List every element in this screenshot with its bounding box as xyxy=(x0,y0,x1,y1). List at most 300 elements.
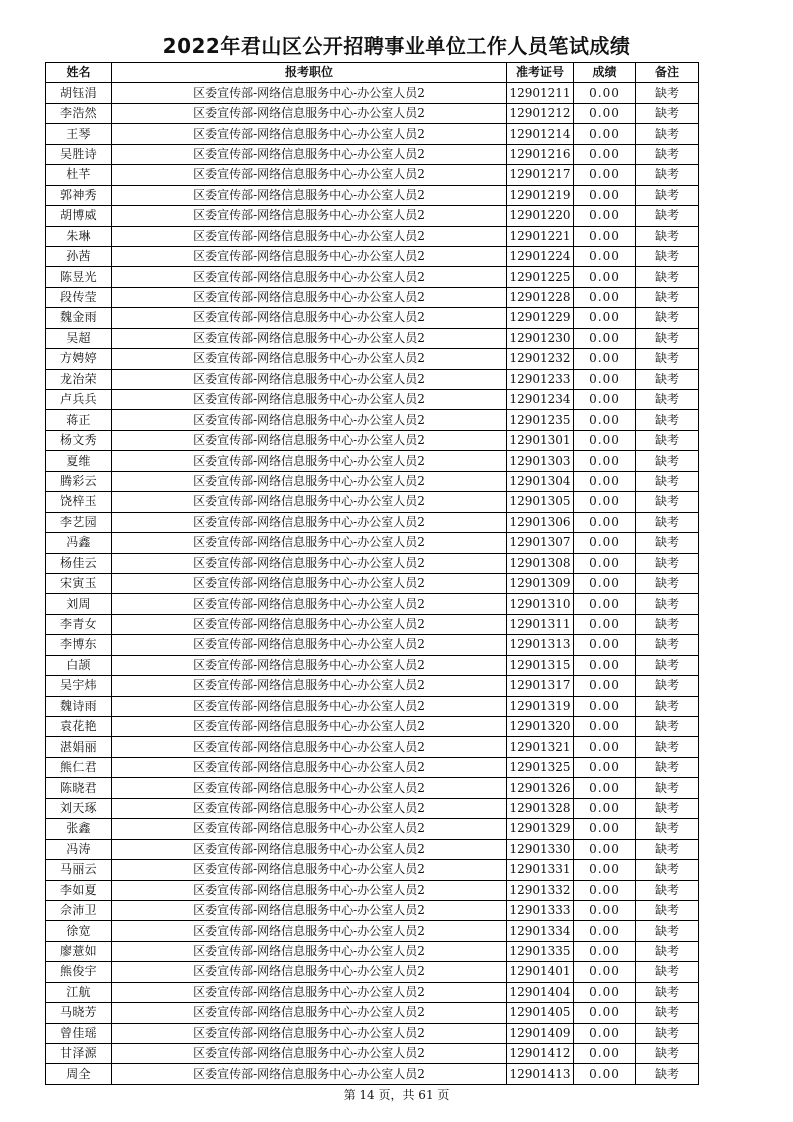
cell-note: 缺考 xyxy=(636,165,699,185)
cell-exam-id: 12901310 xyxy=(507,594,574,614)
cell-score: 0.00 xyxy=(574,165,636,185)
table-row xyxy=(46,83,699,103)
cell-note: 缺考 xyxy=(636,369,699,389)
cell-note: 缺考 xyxy=(636,921,699,941)
cell-note: 缺考 xyxy=(636,982,699,1002)
cell-score: 0.00 xyxy=(574,839,636,859)
cell-score: 0.00 xyxy=(574,83,636,103)
cell-note: 缺考 xyxy=(636,819,699,839)
cell-name: 杨佳云 xyxy=(46,553,112,573)
cell-score: 0.00 xyxy=(574,819,636,839)
table-row xyxy=(46,369,699,389)
cell-position: 区委宣传部-网络信息服务中心-办公室人员2 xyxy=(112,553,507,573)
cell-score: 0.00 xyxy=(574,900,636,920)
cell-note: 缺考 xyxy=(636,1023,699,1043)
cell-name: 佘沛卫 xyxy=(46,900,112,920)
cell-name: 王琴 xyxy=(46,124,112,144)
cell-exam-id: 12901211 xyxy=(507,83,574,103)
cell-exam-id: 12901330 xyxy=(507,839,574,859)
cell-score: 0.00 xyxy=(574,962,636,982)
cell-note: 缺考 xyxy=(636,676,699,696)
cell-position: 区委宣传部-网络信息服务中心-办公室人员2 xyxy=(112,655,507,675)
cell-exam-id: 12901413 xyxy=(507,1064,574,1084)
cell-exam-id: 12901220 xyxy=(507,206,574,226)
cell-note: 缺考 xyxy=(636,410,699,430)
cell-note: 缺考 xyxy=(636,635,699,655)
table-row xyxy=(46,410,699,430)
cell-name: 冯鑫 xyxy=(46,533,112,553)
cell-position: 区委宣传部-网络信息服务中心-办公室人员2 xyxy=(112,1023,507,1043)
cell-name: 夏维 xyxy=(46,451,112,471)
cell-exam-id: 12901303 xyxy=(507,451,574,471)
cell-name: 郭神秀 xyxy=(46,185,112,205)
cell-exam-id: 12901230 xyxy=(507,328,574,348)
cell-note: 缺考 xyxy=(636,287,699,307)
cell-name: 廖薏如 xyxy=(46,941,112,961)
table-row xyxy=(46,144,699,164)
cell-exam-id: 12901307 xyxy=(507,533,574,553)
cell-name: 江航 xyxy=(46,982,112,1002)
table-row xyxy=(46,941,699,961)
cell-score: 0.00 xyxy=(574,655,636,675)
cell-exam-id: 12901315 xyxy=(507,655,574,675)
cell-name: 冯涛 xyxy=(46,839,112,859)
cell-position: 区委宣传部-网络信息服务中心-办公室人员2 xyxy=(112,410,507,430)
cell-exam-id: 12901321 xyxy=(507,737,574,757)
cell-exam-id: 12901332 xyxy=(507,880,574,900)
cell-note: 缺考 xyxy=(636,267,699,287)
cell-score: 0.00 xyxy=(574,410,636,430)
cell-score: 0.00 xyxy=(574,614,636,634)
cell-position: 区委宣传部-网络信息服务中心-办公室人员2 xyxy=(112,737,507,757)
cell-note: 缺考 xyxy=(636,798,699,818)
column-header-name: 姓名 xyxy=(46,63,112,83)
cell-position: 区委宣传部-网络信息服务中心-办公室人员2 xyxy=(112,103,507,123)
table-row xyxy=(46,1023,699,1043)
cell-position: 区委宣传部-网络信息服务中心-办公室人员2 xyxy=(112,798,507,818)
cell-exam-id: 12901221 xyxy=(507,226,574,246)
cell-name: 徐宽 xyxy=(46,921,112,941)
cell-position: 区委宣传部-网络信息服务中心-办公室人员2 xyxy=(112,144,507,164)
table-row xyxy=(46,349,699,369)
cell-name: 胡钰涓 xyxy=(46,83,112,103)
table-row xyxy=(46,676,699,696)
cell-note: 缺考 xyxy=(636,83,699,103)
cell-name: 杜芊 xyxy=(46,165,112,185)
cell-score: 0.00 xyxy=(574,390,636,410)
cell-score: 0.00 xyxy=(574,308,636,328)
cell-note: 缺考 xyxy=(636,1003,699,1023)
table-body xyxy=(46,83,699,1084)
cell-name: 孙茜 xyxy=(46,246,112,266)
cell-note: 缺考 xyxy=(636,1044,699,1064)
cell-score: 0.00 xyxy=(574,267,636,287)
cell-exam-id: 12901335 xyxy=(507,941,574,961)
cell-score: 0.00 xyxy=(574,778,636,798)
cell-exam-id: 12901234 xyxy=(507,390,574,410)
cell-name: 饶梓玉 xyxy=(46,492,112,512)
cell-name: 湛娟丽 xyxy=(46,737,112,757)
cell-note: 缺考 xyxy=(636,124,699,144)
table-row xyxy=(46,165,699,185)
cell-score: 0.00 xyxy=(574,757,636,777)
table-row xyxy=(46,839,699,859)
column-header-id: 准考证号 xyxy=(507,63,574,83)
cell-note: 缺考 xyxy=(636,471,699,491)
cell-score: 0.00 xyxy=(574,1003,636,1023)
cell-exam-id: 12901412 xyxy=(507,1044,574,1064)
cell-position: 区委宣传部-网络信息服务中心-办公室人员2 xyxy=(112,83,507,103)
cell-position: 区委宣传部-网络信息服务中心-办公室人员2 xyxy=(112,226,507,246)
cell-note: 缺考 xyxy=(636,349,699,369)
cell-exam-id: 12901401 xyxy=(507,962,574,982)
table-row xyxy=(46,737,699,757)
cell-position: 区委宣传部-网络信息服务中心-办公室人员2 xyxy=(112,328,507,348)
cell-position: 区委宣传部-网络信息服务中心-办公室人员2 xyxy=(112,717,507,737)
cell-position: 区委宣传部-网络信息服务中心-办公室人员2 xyxy=(112,614,507,634)
cell-score: 0.00 xyxy=(574,982,636,1002)
score-table xyxy=(45,62,699,1085)
table-row xyxy=(46,696,699,716)
cell-name: 熊仁君 xyxy=(46,757,112,777)
cell-exam-id: 12901304 xyxy=(507,471,574,491)
cell-name: 周全 xyxy=(46,1064,112,1084)
cell-position: 区委宣传部-网络信息服务中心-办公室人员2 xyxy=(112,696,507,716)
cell-exam-id: 12901325 xyxy=(507,757,574,777)
cell-position: 区委宣传部-网络信息服务中心-办公室人员2 xyxy=(112,757,507,777)
cell-score: 0.00 xyxy=(574,1023,636,1043)
cell-exam-id: 12901233 xyxy=(507,369,574,389)
cell-exam-id: 12901404 xyxy=(507,982,574,1002)
cell-name: 李博东 xyxy=(46,635,112,655)
cell-position: 区委宣传部-网络信息服务中心-办公室人员2 xyxy=(112,982,507,1002)
cell-note: 缺考 xyxy=(636,717,699,737)
cell-exam-id: 12901313 xyxy=(507,635,574,655)
cell-score: 0.00 xyxy=(574,860,636,880)
cell-position: 区委宣传部-网络信息服务中心-办公室人员2 xyxy=(112,246,507,266)
cell-name: 马丽云 xyxy=(46,860,112,880)
cell-position: 区委宣传部-网络信息服务中心-办公室人员2 xyxy=(112,512,507,532)
cell-exam-id: 12901214 xyxy=(507,124,574,144)
cell-note: 缺考 xyxy=(636,430,699,450)
cell-name: 李浩然 xyxy=(46,103,112,123)
cell-note: 缺考 xyxy=(636,512,699,532)
cell-name: 张鑫 xyxy=(46,819,112,839)
cell-position: 区委宣传部-网络信息服务中心-办公室人员2 xyxy=(112,962,507,982)
cell-note: 缺考 xyxy=(636,533,699,553)
cell-exam-id: 12901331 xyxy=(507,860,574,880)
cell-name: 刘天琢 xyxy=(46,798,112,818)
table-row xyxy=(46,655,699,675)
cell-exam-id: 12901212 xyxy=(507,103,574,123)
cell-position: 区委宣传部-网络信息服务中心-办公室人员2 xyxy=(112,533,507,553)
column-header-position: 报考职位 xyxy=(112,63,507,83)
cell-position: 区委宣传部-网络信息服务中心-办公室人员2 xyxy=(112,124,507,144)
cell-position: 区委宣传部-网络信息服务中心-办公室人员2 xyxy=(112,860,507,880)
table-row xyxy=(46,778,699,798)
cell-position: 区委宣传部-网络信息服务中心-办公室人员2 xyxy=(112,1003,507,1023)
cell-score: 0.00 xyxy=(574,512,636,532)
cell-exam-id: 12901329 xyxy=(507,819,574,839)
cell-score: 0.00 xyxy=(574,1064,636,1084)
cell-exam-id: 12901225 xyxy=(507,267,574,287)
cell-score: 0.00 xyxy=(574,246,636,266)
page-title: 2022年君山区公开招聘事业单位工作人员笔试成绩 xyxy=(162,34,631,58)
cell-note: 缺考 xyxy=(636,594,699,614)
cell-name: 龙治荣 xyxy=(46,369,112,389)
cell-score: 0.00 xyxy=(574,369,636,389)
cell-note: 缺考 xyxy=(636,144,699,164)
cell-exam-id: 12901328 xyxy=(507,798,574,818)
cell-name: 蒋正 xyxy=(46,410,112,430)
cell-exam-id: 12901216 xyxy=(507,144,574,164)
cell-score: 0.00 xyxy=(574,717,636,737)
cell-note: 缺考 xyxy=(636,390,699,410)
table-row xyxy=(46,880,699,900)
cell-note: 缺考 xyxy=(636,941,699,961)
table-row xyxy=(46,900,699,920)
cell-position: 区委宣传部-网络信息服务中心-办公室人员2 xyxy=(112,471,507,491)
table-row xyxy=(46,717,699,737)
cell-score: 0.00 xyxy=(574,124,636,144)
table-row xyxy=(46,860,699,880)
cell-position: 区委宣传部-网络信息服务中心-办公室人员2 xyxy=(112,206,507,226)
table-row xyxy=(46,430,699,450)
cell-exam-id: 12901334 xyxy=(507,921,574,941)
cell-exam-id: 12901306 xyxy=(507,512,574,532)
cell-name: 杨文秀 xyxy=(46,430,112,450)
cell-position: 区委宣传部-网络信息服务中心-办公室人员2 xyxy=(112,287,507,307)
cell-score: 0.00 xyxy=(574,941,636,961)
cell-score: 0.00 xyxy=(574,594,636,614)
cell-name: 朱琳 xyxy=(46,226,112,246)
cell-exam-id: 12901311 xyxy=(507,614,574,634)
cell-name: 马晓芳 xyxy=(46,1003,112,1023)
table-row xyxy=(46,594,699,614)
cell-position: 区委宣传部-网络信息服务中心-办公室人员2 xyxy=(112,880,507,900)
cell-note: 缺考 xyxy=(636,185,699,205)
cell-score: 0.00 xyxy=(574,696,636,716)
cell-position: 区委宣传部-网络信息服务中心-办公室人员2 xyxy=(112,573,507,593)
cell-note: 缺考 xyxy=(636,737,699,757)
cell-name: 吴宇炜 xyxy=(46,676,112,696)
cell-note: 缺考 xyxy=(636,573,699,593)
cell-score: 0.00 xyxy=(574,226,636,246)
cell-score: 0.00 xyxy=(574,103,636,123)
cell-exam-id: 12901224 xyxy=(507,246,574,266)
table-row xyxy=(46,798,699,818)
cell-note: 缺考 xyxy=(636,962,699,982)
table-row xyxy=(46,819,699,839)
cell-note: 缺考 xyxy=(636,860,699,880)
cell-name: 袁花艳 xyxy=(46,717,112,737)
table-row xyxy=(46,533,699,553)
cell-position: 区委宣传部-网络信息服务中心-办公室人员2 xyxy=(112,839,507,859)
table-row xyxy=(46,287,699,307)
cell-position: 区委宣传部-网络信息服务中心-办公室人员2 xyxy=(112,1044,507,1064)
cell-note: 缺考 xyxy=(636,900,699,920)
cell-note: 缺考 xyxy=(636,492,699,512)
cell-exam-id: 12901305 xyxy=(507,492,574,512)
cell-position: 区委宣传部-网络信息服务中心-办公室人员2 xyxy=(112,594,507,614)
cell-score: 0.00 xyxy=(574,737,636,757)
table-row xyxy=(46,1044,699,1064)
cell-note: 缺考 xyxy=(636,1064,699,1084)
cell-exam-id: 12901235 xyxy=(507,410,574,430)
cell-note: 缺考 xyxy=(636,226,699,246)
cell-score: 0.00 xyxy=(574,328,636,348)
cell-score: 0.00 xyxy=(574,430,636,450)
table-row xyxy=(46,185,699,205)
cell-position: 区委宣传部-网络信息服务中心-办公室人员2 xyxy=(112,267,507,287)
cell-position: 区委宣传部-网络信息服务中心-办公室人员2 xyxy=(112,349,507,369)
cell-exam-id: 12901409 xyxy=(507,1023,574,1043)
table-row xyxy=(46,471,699,491)
table-row xyxy=(46,328,699,348)
table-row xyxy=(46,267,699,287)
cell-exam-id: 12901309 xyxy=(507,573,574,593)
cell-position: 区委宣传部-网络信息服务中心-办公室人员2 xyxy=(112,185,507,205)
table-row xyxy=(46,124,699,144)
table-header-row xyxy=(46,63,699,83)
cell-name: 李如夏 xyxy=(46,880,112,900)
cell-score: 0.00 xyxy=(574,921,636,941)
table-row xyxy=(46,103,699,123)
table-row xyxy=(46,614,699,634)
table-row xyxy=(46,226,699,246)
cell-note: 缺考 xyxy=(636,839,699,859)
cell-position: 区委宣传部-网络信息服务中心-办公室人员2 xyxy=(112,921,507,941)
cell-name: 陈昱光 xyxy=(46,267,112,287)
cell-note: 缺考 xyxy=(636,614,699,634)
column-header-note: 备注 xyxy=(636,63,699,83)
cell-name: 卢兵兵 xyxy=(46,390,112,410)
cell-score: 0.00 xyxy=(574,349,636,369)
table-row xyxy=(46,635,699,655)
cell-note: 缺考 xyxy=(636,757,699,777)
cell-name: 吴超 xyxy=(46,328,112,348)
cell-position: 区委宣传部-网络信息服务中心-办公室人员2 xyxy=(112,492,507,512)
cell-score: 0.00 xyxy=(574,206,636,226)
column-header-score: 成绩 xyxy=(574,63,636,83)
cell-position: 区委宣传部-网络信息服务中心-办公室人员2 xyxy=(112,778,507,798)
cell-exam-id: 12901219 xyxy=(507,185,574,205)
cell-exam-id: 12901217 xyxy=(507,165,574,185)
cell-note: 缺考 xyxy=(636,206,699,226)
cell-position: 区委宣传部-网络信息服务中心-办公室人员2 xyxy=(112,941,507,961)
cell-position: 区委宣传部-网络信息服务中心-办公室人员2 xyxy=(112,308,507,328)
cell-name: 李青女 xyxy=(46,614,112,634)
cell-note: 缺考 xyxy=(636,880,699,900)
cell-note: 缺考 xyxy=(636,655,699,675)
cell-name: 白颉 xyxy=(46,655,112,675)
table-row xyxy=(46,1064,699,1084)
table-row xyxy=(46,921,699,941)
cell-name: 宋寅玉 xyxy=(46,573,112,593)
cell-exam-id: 12901301 xyxy=(507,430,574,450)
cell-name: 段传莹 xyxy=(46,287,112,307)
table-row xyxy=(46,246,699,266)
cell-note: 缺考 xyxy=(636,246,699,266)
cell-exam-id: 12901405 xyxy=(507,1003,574,1023)
table-row xyxy=(46,553,699,573)
cell-score: 0.00 xyxy=(574,471,636,491)
cell-position: 区委宣传部-网络信息服务中心-办公室人员2 xyxy=(112,635,507,655)
cell-exam-id: 12901229 xyxy=(507,308,574,328)
table-row xyxy=(46,308,699,328)
page-number: 第 14 页，共 61 页 xyxy=(343,1088,450,1102)
cell-exam-id: 12901319 xyxy=(507,696,574,716)
cell-name: 曾佳瑶 xyxy=(46,1023,112,1043)
cell-score: 0.00 xyxy=(574,185,636,205)
cell-score: 0.00 xyxy=(574,492,636,512)
cell-note: 缺考 xyxy=(636,778,699,798)
table-row xyxy=(46,962,699,982)
cell-name: 魏金雨 xyxy=(46,308,112,328)
cell-exam-id: 12901317 xyxy=(507,676,574,696)
table-row xyxy=(46,206,699,226)
table-row xyxy=(46,492,699,512)
cell-name: 刘周 xyxy=(46,594,112,614)
cell-name: 方娉婷 xyxy=(46,349,112,369)
table-row xyxy=(46,451,699,471)
table-row xyxy=(46,1003,699,1023)
cell-exam-id: 12901326 xyxy=(507,778,574,798)
cell-exam-id: 12901232 xyxy=(507,349,574,369)
cell-name: 熊俊宇 xyxy=(46,962,112,982)
cell-name: 陈晓君 xyxy=(46,778,112,798)
cell-position: 区委宣传部-网络信息服务中心-办公室人员2 xyxy=(112,369,507,389)
table-row xyxy=(46,573,699,593)
cell-score: 0.00 xyxy=(574,287,636,307)
cell-note: 缺考 xyxy=(636,696,699,716)
cell-note: 缺考 xyxy=(636,308,699,328)
cell-exam-id: 12901320 xyxy=(507,717,574,737)
cell-name: 腾彩云 xyxy=(46,471,112,491)
cell-score: 0.00 xyxy=(574,880,636,900)
cell-exam-id: 12901333 xyxy=(507,900,574,920)
cell-position: 区委宣传部-网络信息服务中心-办公室人员2 xyxy=(112,1064,507,1084)
cell-score: 0.00 xyxy=(574,635,636,655)
cell-name: 魏诗雨 xyxy=(46,696,112,716)
cell-position: 区委宣传部-网络信息服务中心-办公室人员2 xyxy=(112,430,507,450)
cell-score: 0.00 xyxy=(574,144,636,164)
table-row xyxy=(46,512,699,532)
cell-position: 区委宣传部-网络信息服务中心-办公室人员2 xyxy=(112,676,507,696)
cell-score: 0.00 xyxy=(574,451,636,471)
cell-note: 缺考 xyxy=(636,553,699,573)
cell-position: 区委宣传部-网络信息服务中心-办公室人员2 xyxy=(112,819,507,839)
cell-name: 甘泽源 xyxy=(46,1044,112,1064)
table-row xyxy=(46,390,699,410)
cell-score: 0.00 xyxy=(574,676,636,696)
cell-score: 0.00 xyxy=(574,553,636,573)
cell-score: 0.00 xyxy=(574,573,636,593)
cell-name: 吴胜诗 xyxy=(46,144,112,164)
cell-position: 区委宣传部-网络信息服务中心-办公室人员2 xyxy=(112,165,507,185)
cell-score: 0.00 xyxy=(574,1044,636,1064)
cell-name: 李艺园 xyxy=(46,512,112,532)
cell-score: 0.00 xyxy=(574,798,636,818)
cell-note: 缺考 xyxy=(636,103,699,123)
table-row xyxy=(46,982,699,1002)
table-row xyxy=(46,757,699,777)
cell-name: 胡博威 xyxy=(46,206,112,226)
cell-position: 区委宣传部-网络信息服务中心-办公室人员2 xyxy=(112,900,507,920)
cell-note: 缺考 xyxy=(636,451,699,471)
cell-position: 区委宣传部-网络信息服务中心-办公室人员2 xyxy=(112,390,507,410)
cell-score: 0.00 xyxy=(574,533,636,553)
